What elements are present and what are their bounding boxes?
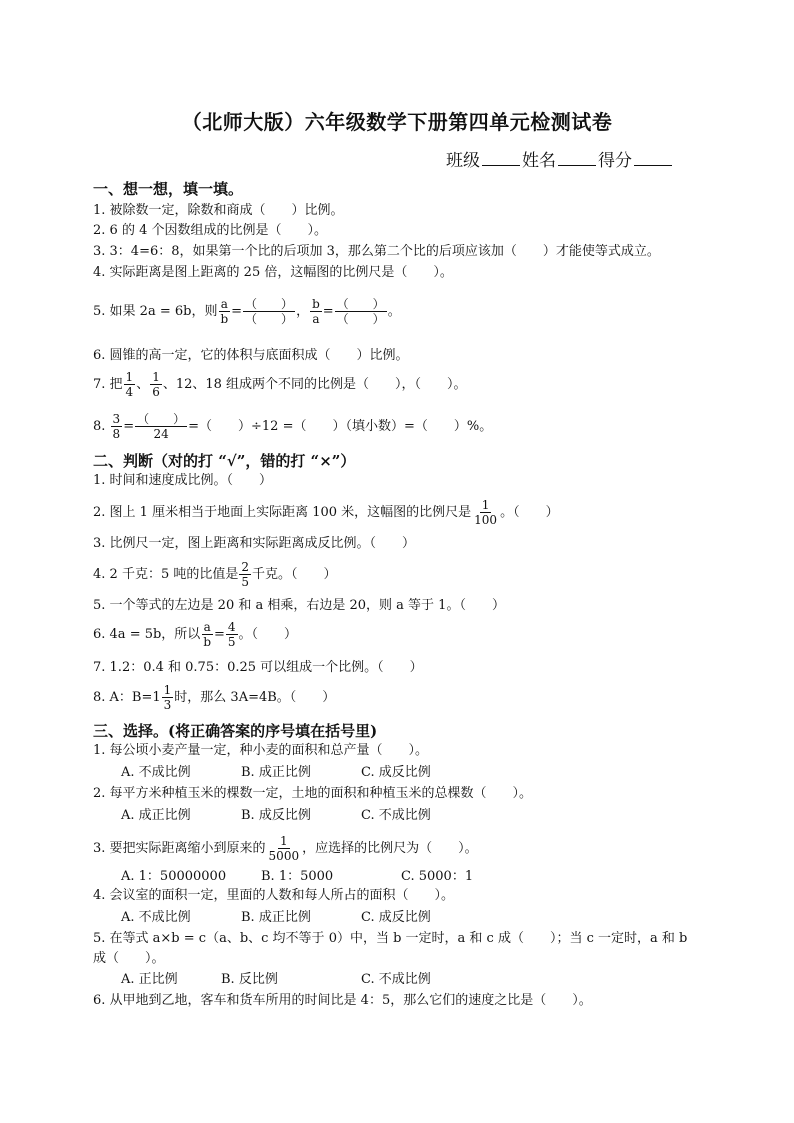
q7-prefix: 7. 把 [93, 377, 123, 392]
fraction-blank-24 [135, 412, 187, 441]
q8-prefix: 8. A：B=1 [93, 690, 161, 705]
fraction-den: a [312, 312, 320, 326]
s1-question-6: 6. 圆锥的高一定，它的体积与底面积成（ ）比例。 [93, 348, 409, 363]
s3-question-3 [93, 834, 478, 863]
section-1-heading: 一、想一想，填一填。 [93, 180, 244, 198]
s2-question-5: 5. 一个等式的左边是 20 和 a 相乘，右边是 20，则 a 等于 1。（ ） [93, 598, 505, 613]
fraction-a-over-b [218, 297, 230, 326]
fraction-num: 2 [241, 560, 249, 574]
comma: ， [296, 304, 310, 319]
fraction-1-3 [162, 683, 174, 712]
fraction-num: （ ） [137, 412, 186, 426]
fraction-den: 5 [227, 635, 236, 649]
q3-suffix: ，应选择的比例尺为（ ）。 [302, 841, 478, 856]
class-blank[interactable] [482, 151, 520, 166]
fraction-num: 1 [163, 683, 172, 697]
name-blank[interactable] [558, 151, 596, 166]
q6-prefix: 6. 4a = 5b，所以 [93, 627, 201, 642]
fraction-den: （ ） [336, 312, 385, 326]
s1-question-5 [93, 297, 401, 326]
name-label: 姓名 [522, 151, 556, 171]
class-label: 班级 [446, 151, 480, 171]
fraction-num: 1 [152, 370, 160, 384]
equals: = [214, 627, 225, 642]
s2-question-3: 3. 比例尺一定，图上距离和实际距离成反比例。（ ） [93, 536, 416, 551]
fraction-den: b [220, 312, 229, 326]
fraction-blank-1 [243, 297, 295, 326]
option-a[interactable]: A. 不成比例 [121, 765, 191, 780]
option-b[interactable]: B. 反比例 [221, 972, 278, 987]
fraction-4-5 [226, 620, 238, 649]
fraction-den: 3 [163, 698, 172, 712]
s1-question-7 [93, 370, 467, 399]
option-c[interactable]: C. 成反比例 [361, 765, 431, 780]
fraction-num: 1 [280, 834, 288, 848]
fraction-den: b [203, 635, 211, 649]
s3-q3-options [121, 868, 473, 886]
fraction-den: （ ） [245, 312, 294, 326]
q4-suffix: 千克。（ ） [251, 567, 337, 582]
s3-question-5-line-2: 成（ ）。 [93, 951, 165, 966]
separator: 、 [136, 377, 150, 392]
s3-q2-options [121, 807, 431, 825]
fraction-num: 3 [112, 412, 121, 426]
option-c[interactable]: C. 不成比例 [361, 972, 431, 987]
fraction-den: 5 [241, 575, 249, 589]
option-c[interactable]: C. 成反比例 [361, 910, 431, 925]
fraction-num: （ ） [245, 297, 294, 311]
section-2-heading: 二、判断（对的打 “√”，错的打 “×”） [93, 452, 356, 470]
q8-suffix: =（ ）÷12 =（ ）（填小数）=（ ）%。 [188, 419, 493, 434]
s2-question-1: 1. 时间和速度成比例。（ ） [93, 473, 273, 488]
student-info [446, 146, 674, 171]
s3-question-2: 2. 每平方米种植玉米的棵数一定，土地的面积和种植玉米的总棵数（ ）。 [93, 786, 533, 801]
fraction-den: 4 [125, 385, 134, 399]
period: 。 [387, 304, 401, 319]
s3-question-5-line-1: 5. 在等式 a×b = c（a、b、c 均不等于 0）中，当 b 一定时，a 和 c 成（ ）；当 c 一定时，a 和 b [93, 931, 688, 946]
s2-question-8 [93, 683, 335, 712]
option-b[interactable]: B. 成正比例 [241, 910, 311, 925]
fraction-2-5 [239, 560, 251, 589]
equals: = [123, 419, 135, 434]
score-blank[interactable] [634, 151, 672, 166]
s1-question-1: 1. 被除数一定，除数和商成（ ）比例。 [93, 203, 344, 218]
fraction-1-5000 [267, 834, 302, 863]
equals: = [322, 304, 334, 319]
section-3-heading: 三、选择。(将正确答案的序号填在括号里) [93, 722, 378, 740]
q7-suffix: 、12、18 组成两个不同的比例是（ ），（ ）。 [162, 377, 467, 392]
fraction-3-8 [111, 412, 123, 441]
fraction-num: b [312, 297, 320, 311]
s1-question-3: 3. 3：4=6：8，如果第一个比的后项加 3，那么第二个比的后项应该加（ ）才能使等式成立。 [93, 244, 660, 259]
option-c[interactable]: C. 不成比例 [361, 808, 431, 823]
fraction-a-b [201, 620, 213, 649]
s3-question-6: 6. 从甲地到乙地，客车和货车所用的时间比是 4：5，那么它们的速度之比是（ ）。 [93, 993, 592, 1008]
fraction-b-over-a [310, 297, 322, 326]
equals: = [231, 304, 243, 319]
s3-q4-options [121, 909, 431, 927]
fraction-num: 1 [481, 498, 490, 512]
fraction-den: 8 [112, 427, 121, 441]
option-a[interactable]: A. 不成比例 [121, 910, 191, 925]
option-a[interactable]: A. 1：50000000 [121, 869, 227, 884]
fraction-num: a [220, 297, 228, 311]
s1-question-2: 2. 6 的 4 个因数组成的比例是（ ）。 [93, 223, 327, 238]
fraction-den: 24 [153, 427, 169, 441]
fraction-den: 100 [474, 513, 498, 527]
page-title: （北师大版）六年级数学下册第四单元检测试卷 [181, 110, 613, 134]
fraction-num: a [203, 620, 211, 634]
q5-prefix: 5. 如果 2a = 6b，则 [93, 304, 218, 319]
fraction-1-100 [472, 498, 499, 527]
fraction-1-4 [124, 370, 136, 399]
s3-q5-options [121, 971, 431, 989]
s2-question-6 [93, 620, 297, 649]
option-b[interactable]: B. 成正比例 [241, 765, 311, 780]
q4-prefix: 4. 2 千克：5 吨的比值是 [93, 567, 239, 582]
s2-question-7: 7. 1.2：0.4 和 0.75：0.25 可以组成一个比例。（ ） [93, 660, 423, 675]
q8-suffix: 时，那么 3A=4B。（ ） [174, 690, 336, 705]
fraction-blank-2 [335, 297, 387, 326]
q6-suffix: 。（ ） [238, 627, 298, 642]
option-a[interactable]: A. 成正比例 [121, 808, 191, 823]
option-b[interactable]: B. 成反比例 [241, 808, 311, 823]
score-label: 得分 [598, 151, 632, 171]
s2-question-4 [93, 560, 337, 589]
s2-question-2 [93, 498, 559, 527]
q2-suffix: 。（ ） [500, 505, 559, 520]
s3-question-4: 4. 会议室的面积一定，里面的人数和每人所占的面积（ ）。 [93, 888, 455, 903]
option-c[interactable]: C. 5000：1 [401, 869, 474, 884]
s1-question-8 [93, 412, 492, 441]
s1-question-4: 4. 实际距离是图上距离的 25 倍，这幅图的比例尺是（ ）。 [93, 265, 453, 280]
fraction-num: （ ） [336, 297, 385, 311]
s3-question-1: 1. 每公顷小麦产量一定，种小麦的面积和总产量（ ）。 [93, 743, 429, 758]
q3-prefix: 3. 要把实际距离缩小到原来的 [93, 841, 266, 856]
q8-prefix: 8. [93, 419, 106, 434]
fraction-1-6 [150, 370, 162, 399]
q2-prefix: 2. 图上 1 厘米相当于地面上实际距离 100 米，这幅图的比例尺是 [93, 505, 472, 520]
fraction-num: 4 [227, 620, 236, 634]
fraction-den: 5000 [268, 849, 300, 863]
fraction-den: 6 [152, 385, 160, 399]
fraction-num: 1 [125, 370, 134, 384]
option-b[interactable]: B. 1：5000 [261, 869, 334, 884]
option-a[interactable]: A. 正比例 [121, 972, 178, 987]
s3-q1-options [121, 764, 431, 782]
